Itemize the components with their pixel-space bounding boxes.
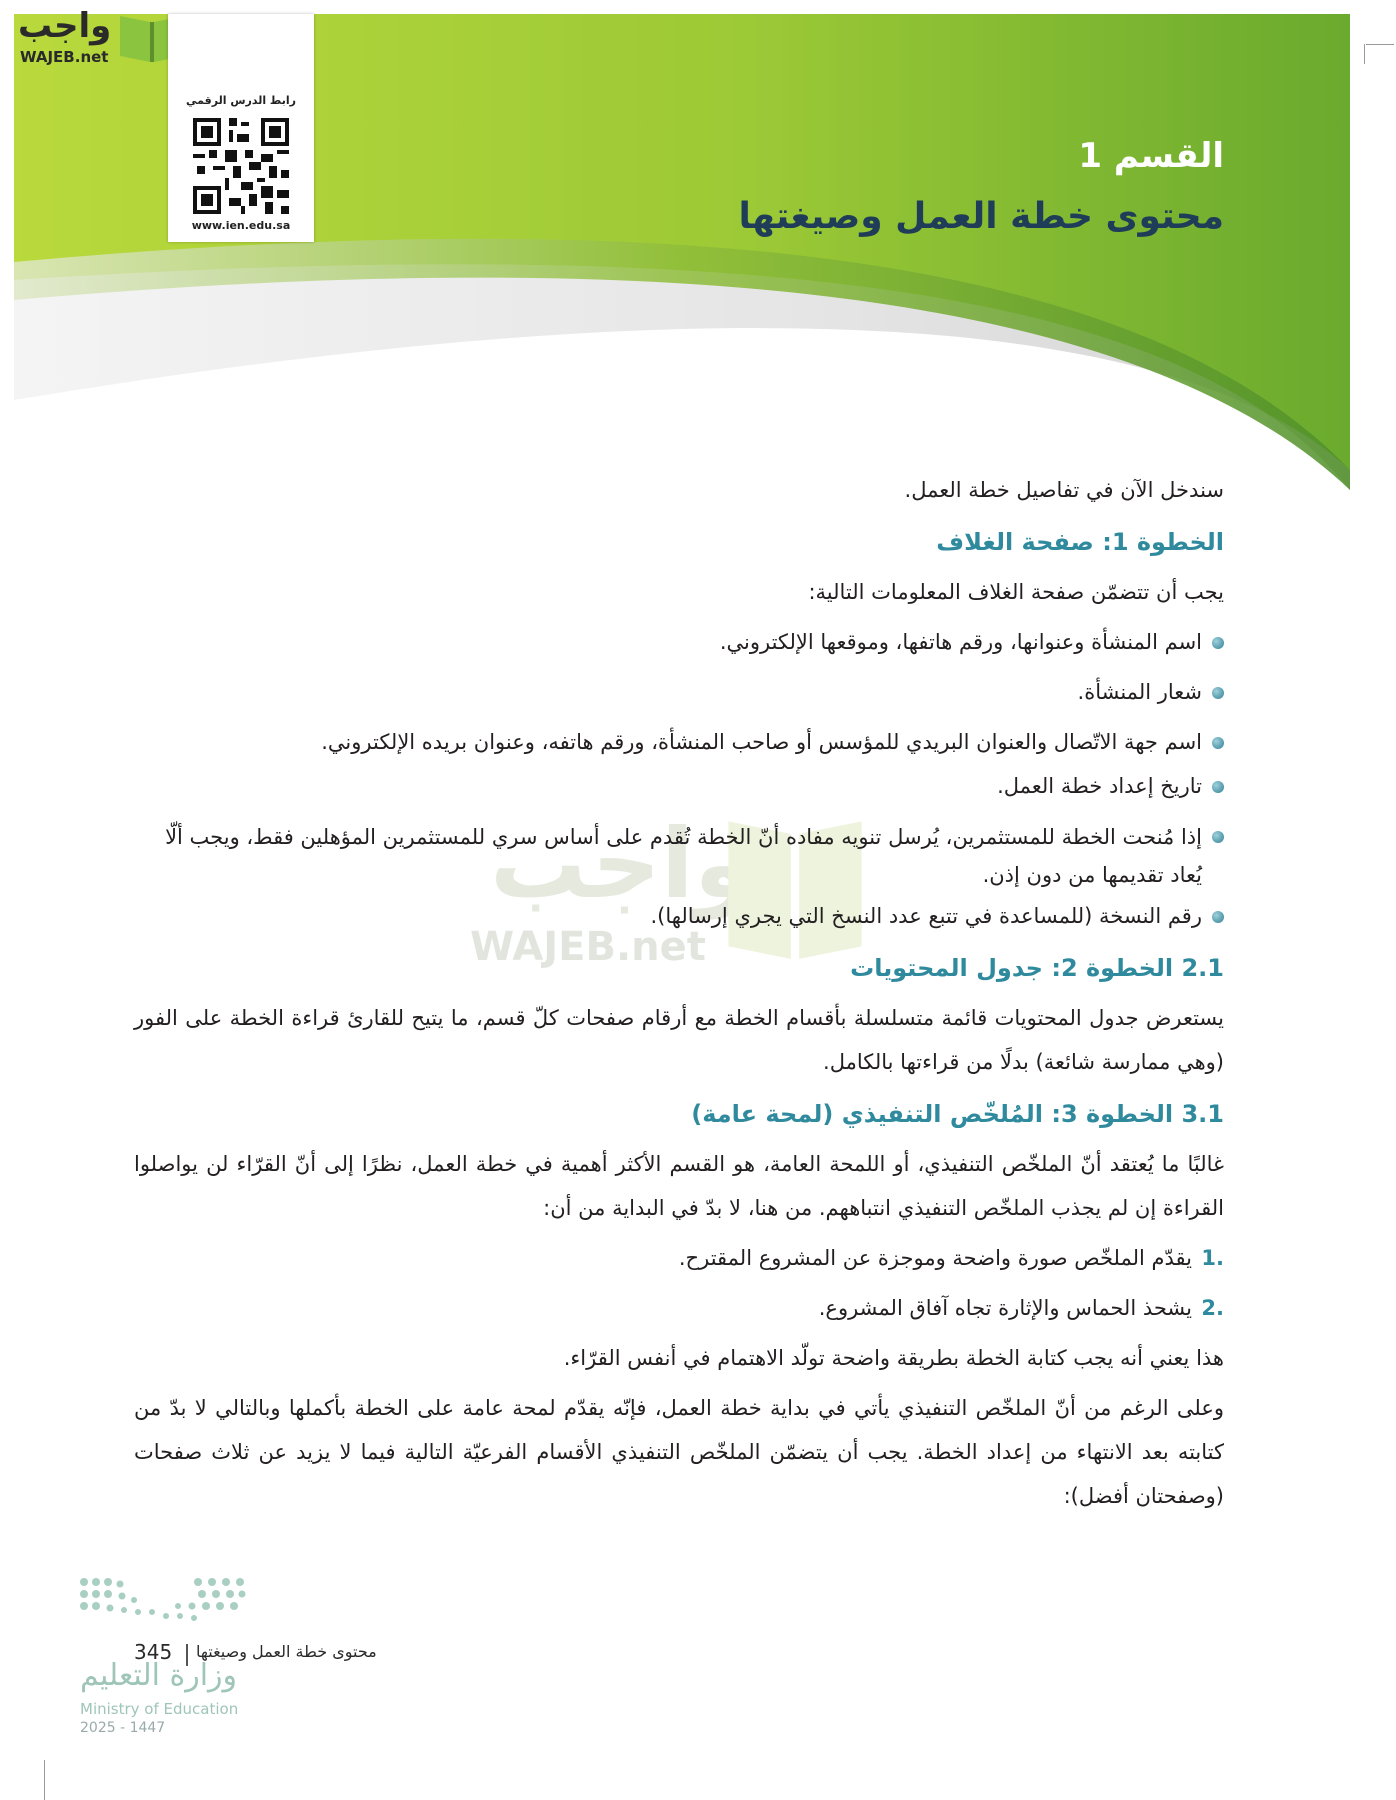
step3-paragraph: غالبًا ما يُعتقد أنّ الملخّص التنفيذي، أو اللمحة العامة، هو القسم الأكثر أهمية في خطة العمل، نظرًا إلى أنّ القرّاء لن يواصلوا القراءة إن لم يجذب الملخّص التنفيذي انتباههم. من هنا، لا بدّ في البداية من أن: [134,1152,1224,1220]
wajeb-logo-ar: واجب [18,6,112,46]
main-content [134,468,1224,1518]
list-item: تاريخ إعداد خطة العمل. [134,764,1224,808]
ministry-logo-dots-icon [78,1576,248,1626]
list-item: شعار المنشأة. [134,670,1224,714]
step2-paragraph: يستعرض جدول المحتويات قائمة متسلسلة بأقسام الخطة مع أرقام صفحات كلّ قسم، ما يتيح للقارئ قراءة الخطة على الفور (وهي ممارسة شائعة) بدلًا من قراءتها بالكامل. [134,1006,1224,1074]
list-item: رقم النسخة (للمساعدة في تتبع عدد النسخ التي يجري إرسالها). [134,894,1224,938]
list-item: 2. يشحذ الحماس والإثارة تجاه آفاق المشروع. [818,1296,1224,1320]
qr-url[interactable]: www.ien.edu.sa [191,219,291,232]
wajeb-logo-en: WAJEB.net [20,48,109,66]
bullet-icon [1212,687,1224,699]
section-title: محتوى خطة العمل وصيغتها [738,196,1224,237]
list-item: 1. يقدّم الملخّص صورة واضحة وموجزة عن المشروع المقترح. [678,1246,1224,1270]
step1-lead: يجب أن تتضمّن صفحة الغلاف المعلومات التالية: [808,580,1224,604]
list-item: اسم المنشأة وعنوانها، ورقم هاتفها، وموقعها الإلكتروني. [134,620,1224,664]
qr-card[interactable] [168,14,314,242]
bullet-icon [1212,737,1224,749]
step3-heading: 3.1 الخطوة 3: المُلخّص التنفيذي (لمحة عامة) [691,1100,1224,1128]
ministry-name-ar: وزارة التعليم [80,1658,238,1693]
crop-mark [1364,44,1365,64]
ministry-name-en: Ministry of Education [80,1700,239,1718]
qr-code-icon[interactable] [193,118,289,214]
step1-heading: الخطوة 1: صفحة الغلاف [936,528,1224,556]
watermark-ar: واجب [490,808,754,920]
bullet-icon [1212,911,1224,923]
bullet-icon [1212,781,1224,793]
step2-heading: 2.1 الخطوة 2: جدول المحتويات [850,954,1224,982]
page-number: 345 [134,1640,173,1664]
edition-year: 2025 - 1447 [80,1720,166,1736]
list-item: إذا مُنحت الخطة للمستثمرين، يُرسل تنويه مفاده أنّ الخطة تُقدم على أساس سري للمستثمرين المؤهلين فقط، ويجب ألّا يُعاد تقديمها من دون إذن. [134,814,1224,894]
bullet-icon [1212,637,1224,649]
running-title: محتوى خطة العمل وصيغتها [196,1642,377,1661]
step3-closing: وعلى الرغم من أنّ الملخّص التنفيذي يأتي في بداية خطة العمل، فإنّه يقدّم لمحة عامة على الخطة بأكملها وبالتالي لا بدّ من كتابته بعد الانتهاء من إعداد الخطة. يجب أن يتضمّن الملخّص التنفيذي الأقسام الفرعيّة التالية فيما لا يزيد عن ثلاث صفحات (وصفحتان أفضل): [134,1396,1224,1508]
intro-paragraph: سندخل الآن في تفاصيل خطة العمل. [904,478,1224,502]
section-label: القسم 1 [1078,136,1224,176]
bullet-icon [1212,831,1224,843]
watermark-en: WAJEB.net [470,924,706,970]
page-footer [0,1560,1396,1800]
list-item: اسم جهة الاتّصال والعنوان البريدي للمؤسس أو صاحب المنشأة، ورقم هاتفه، وعنوان بريده الإلكتروني. [134,720,1224,764]
qr-caption: رابط الدرس الرقمي [186,94,296,107]
crop-mark [1366,44,1394,45]
step3-note: هذا يعني أنه يجب كتابة الخطة بطريقة واضحة تولّد الاهتمام في أنفس القرّاء. [563,1346,1224,1370]
wajeb-logo [8,6,188,68]
